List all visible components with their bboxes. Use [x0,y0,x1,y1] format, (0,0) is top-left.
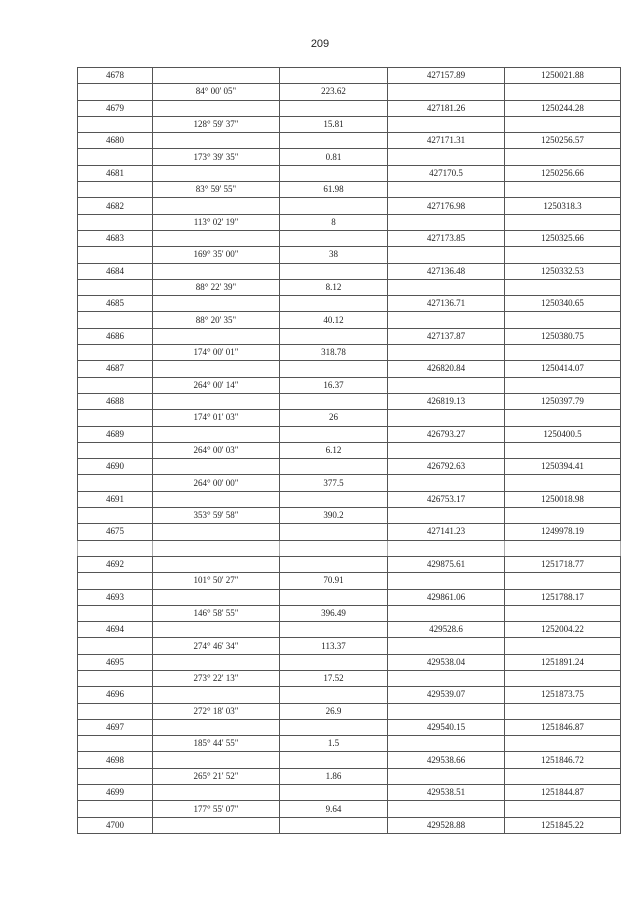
point-number-cell: 4690 [78,459,153,475]
point-row [78,556,621,572]
distance-cell: 8 [280,214,388,230]
bearing-angle-cell [153,524,280,540]
x-coordinate-cell: 429528.88 [388,817,505,833]
y-coordinate-cell: 1250400.5 [505,426,621,442]
segment-row [78,442,621,458]
point-number-cell: 4689 [78,426,153,442]
segment-row [78,410,621,426]
y-coordinate-cell: 1250380.75 [505,328,621,344]
y-coordinate-cell [505,116,621,132]
point-row [78,752,621,768]
x-coordinate-cell [388,84,505,100]
spacer-cell [280,540,388,556]
segment-row [78,247,621,263]
segment-row [78,182,621,198]
bearing-angle-cell: 265° 21' 52" [153,768,280,784]
distance-cell [280,785,388,801]
y-coordinate-cell: 1250340.65 [505,296,621,312]
bearing-angle-cell: 264° 00' 00" [153,475,280,491]
distance-cell: 223.62 [280,84,388,100]
bearing-angle-cell: 88° 22' 39" [153,279,280,295]
distance-cell [280,459,388,475]
point-number-cell [78,736,153,752]
bearing-angle-cell [153,393,280,409]
point-number-cell [78,312,153,328]
y-coordinate-cell [505,638,621,654]
point-number-cell [78,214,153,230]
segment-row [78,345,621,361]
y-coordinate-cell [505,801,621,817]
distance-cell: 26 [280,410,388,426]
point-number-cell [78,605,153,621]
bearing-angle-cell [153,785,280,801]
point-row [78,198,621,214]
point-row [78,785,621,801]
point-number-cell [78,670,153,686]
x-coordinate-cell: 429528.6 [388,622,505,638]
bearing-angle-cell [153,719,280,735]
y-coordinate-cell [505,605,621,621]
segment-row [78,279,621,295]
y-coordinate-cell [505,703,621,719]
segment-row [78,312,621,328]
x-coordinate-cell [388,768,505,784]
x-coordinate-cell [388,410,505,426]
y-coordinate-cell: 1251844.87 [505,785,621,801]
distance-cell: 318.78 [280,345,388,361]
point-number-cell [78,442,153,458]
bearing-angle-cell: 177° 55' 07" [153,801,280,817]
x-coordinate-cell: 427170.5 [388,165,505,181]
x-coordinate-cell [388,670,505,686]
distance-cell: 8.12 [280,279,388,295]
x-coordinate-cell: 427181.26 [388,100,505,116]
point-row [78,589,621,605]
bearing-angle-cell: 185° 44' 55" [153,736,280,752]
x-coordinate-cell: 427136.71 [388,296,505,312]
y-coordinate-cell [505,149,621,165]
bearing-angle-cell: 84° 00' 05" [153,84,280,100]
x-coordinate-cell: 429538.51 [388,785,505,801]
bearing-angle-cell: 101° 50' 27" [153,573,280,589]
distance-cell [280,165,388,181]
point-number-cell: 4696 [78,687,153,703]
segment-row [78,573,621,589]
point-row [78,459,621,475]
point-row [78,393,621,409]
point-number-cell: 4700 [78,817,153,833]
bearing-angle-cell [153,133,280,149]
y-coordinate-cell: 1250394.41 [505,459,621,475]
point-number-cell: 4681 [78,165,153,181]
x-coordinate-cell: 426792.63 [388,459,505,475]
bearing-angle-cell: 173° 39' 35" [153,149,280,165]
distance-cell: 113.37 [280,638,388,654]
x-coordinate-cell: 426820.84 [388,361,505,377]
y-coordinate-cell [505,247,621,263]
y-coordinate-cell [505,377,621,393]
point-number-cell [78,149,153,165]
point-number-cell: 4682 [78,198,153,214]
point-row [78,296,621,312]
bearing-angle-cell [153,361,280,377]
distance-cell: 61.98 [280,182,388,198]
point-number-cell: 4683 [78,230,153,246]
segment-row [78,670,621,686]
distance-cell: 6.12 [280,442,388,458]
x-coordinate-cell [388,801,505,817]
x-coordinate-cell [388,442,505,458]
segment-row [78,736,621,752]
point-row [78,361,621,377]
x-coordinate-cell: 429539.07 [388,687,505,703]
point-number-cell [78,377,153,393]
distance-cell [280,491,388,507]
y-coordinate-cell [505,475,621,491]
bearing-angle-cell: 174° 00' 01" [153,345,280,361]
x-coordinate-cell: 427171.31 [388,133,505,149]
point-row [78,100,621,116]
bearing-angle-cell: 128° 59' 37" [153,116,280,132]
y-coordinate-cell: 1249978.19 [505,524,621,540]
point-number-cell: 4678 [78,68,153,84]
x-coordinate-cell [388,214,505,230]
point-row [78,68,621,84]
distance-cell [280,328,388,344]
segment-row [78,801,621,817]
point-number-cell [78,84,153,100]
distance-cell [280,426,388,442]
bearing-angle-cell: 146° 58' 55" [153,605,280,621]
point-row [78,719,621,735]
x-coordinate-cell: 427173.85 [388,230,505,246]
distance-cell [280,654,388,670]
bearing-angle-cell: 169° 35' 00" [153,247,280,263]
y-coordinate-cell: 1251846.72 [505,752,621,768]
point-number-cell: 4695 [78,654,153,670]
spacer-cell [153,540,280,556]
bearing-angle-cell: 174° 01' 03" [153,410,280,426]
x-coordinate-cell: 429538.04 [388,654,505,670]
point-number-cell: 4691 [78,491,153,507]
y-coordinate-cell: 1251718.77 [505,556,621,572]
segment-row [78,214,621,230]
point-row [78,654,621,670]
point-number-cell [78,475,153,491]
distance-cell: 17.52 [280,670,388,686]
point-row [78,263,621,279]
x-coordinate-cell [388,279,505,295]
x-coordinate-cell [388,312,505,328]
x-coordinate-cell [388,345,505,361]
bearing-angle-cell [153,165,280,181]
distance-cell: 40.12 [280,312,388,328]
bearing-angle-cell [153,817,280,833]
point-number-cell [78,116,153,132]
point-number-cell [78,801,153,817]
bearing-angle-cell [153,230,280,246]
point-number-cell [78,573,153,589]
bearing-angle-cell [153,687,280,703]
bearing-angle-cell: 83° 59' 55" [153,182,280,198]
table-spacer-row [78,540,621,556]
distance-cell [280,687,388,703]
distance-cell: 26.9 [280,703,388,719]
bearing-angle-cell [153,100,280,116]
y-coordinate-cell [505,768,621,784]
x-coordinate-cell: 426753.17 [388,491,505,507]
distance-cell [280,296,388,312]
x-coordinate-cell [388,605,505,621]
point-number-cell [78,703,153,719]
point-number-cell: 4693 [78,589,153,605]
y-coordinate-cell: 1250332.53 [505,263,621,279]
x-coordinate-cell [388,182,505,198]
distance-cell [280,361,388,377]
point-number-cell [78,638,153,654]
point-row [78,426,621,442]
y-coordinate-cell [505,345,621,361]
bearing-angle-cell [153,263,280,279]
y-coordinate-cell [505,670,621,686]
y-coordinate-cell: 1250256.66 [505,165,621,181]
x-coordinate-cell: 429861.06 [388,589,505,605]
segment-row [78,84,621,100]
distance-cell [280,589,388,605]
point-number-cell: 4699 [78,785,153,801]
x-coordinate-cell: 426793.27 [388,426,505,442]
segment-row [78,508,621,524]
x-coordinate-cell [388,508,505,524]
spacer-cell [388,540,505,556]
point-number-cell [78,508,153,524]
x-coordinate-cell: 426819.13 [388,393,505,409]
y-coordinate-cell: 1250414.07 [505,361,621,377]
distance-cell [280,133,388,149]
y-coordinate-cell: 1250397.79 [505,393,621,409]
bearing-angle-cell: 272° 18' 03" [153,703,280,719]
bearing-angle-cell: 353° 59' 58" [153,508,280,524]
point-row [78,491,621,507]
bearing-angle-cell [153,296,280,312]
bearing-angle-cell: 264° 00' 03" [153,442,280,458]
y-coordinate-cell [505,84,621,100]
point-row [78,524,621,540]
point-number-cell: 4675 [78,524,153,540]
bearing-angle-cell [153,426,280,442]
distance-cell [280,524,388,540]
point-number-cell: 4679 [78,100,153,116]
y-coordinate-cell [505,279,621,295]
y-coordinate-cell: 1250244.28 [505,100,621,116]
distance-cell: 70.91 [280,573,388,589]
point-row [78,230,621,246]
distance-cell [280,817,388,833]
bearing-angle-cell [153,459,280,475]
point-number-cell [78,410,153,426]
distance-cell: 15.81 [280,116,388,132]
point-row [78,622,621,638]
distance-cell [280,556,388,572]
coordinate-table-body [78,68,621,834]
y-coordinate-cell: 1250018.98 [505,491,621,507]
y-coordinate-cell [505,736,621,752]
y-coordinate-cell [505,214,621,230]
bearing-angle-cell [153,752,280,768]
y-coordinate-cell: 1250325.66 [505,230,621,246]
y-coordinate-cell: 1250256.57 [505,133,621,149]
distance-cell [280,752,388,768]
y-coordinate-cell [505,442,621,458]
point-number-cell [78,345,153,361]
distance-cell: 1.5 [280,736,388,752]
bearing-angle-cell: 88° 20' 35" [153,312,280,328]
y-coordinate-cell: 1252004.22 [505,622,621,638]
point-number-cell: 4698 [78,752,153,768]
x-coordinate-cell [388,116,505,132]
distance-cell: 0.81 [280,149,388,165]
y-coordinate-cell [505,182,621,198]
spacer-cell [78,540,153,556]
bearing-angle-cell [153,556,280,572]
bearing-angle-cell [153,622,280,638]
distance-cell: 38 [280,247,388,263]
point-row [78,328,621,344]
point-row [78,817,621,833]
distance-cell: 16.37 [280,377,388,393]
point-number-cell: 4684 [78,263,153,279]
coordinate-table [77,67,621,834]
distance-cell: 390.2 [280,508,388,524]
distance-cell: 1.86 [280,768,388,784]
bearing-angle-cell: 273° 22' 13" [153,670,280,686]
y-coordinate-cell: 1251845.22 [505,817,621,833]
x-coordinate-cell: 427137.87 [388,328,505,344]
bearing-angle-cell [153,68,280,84]
bearing-angle-cell [153,491,280,507]
y-coordinate-cell: 1250318.3 [505,198,621,214]
distance-cell: 377.5 [280,475,388,491]
y-coordinate-cell [505,410,621,426]
distance-cell: 396.49 [280,605,388,621]
y-coordinate-cell: 1250021.88 [505,68,621,84]
x-coordinate-cell [388,377,505,393]
segment-row [78,475,621,491]
point-row [78,133,621,149]
x-coordinate-cell [388,149,505,165]
point-number-cell: 4680 [78,133,153,149]
distance-cell [280,198,388,214]
x-coordinate-cell: 427176.98 [388,198,505,214]
distance-cell [280,230,388,246]
segment-row [78,605,621,621]
y-coordinate-cell [505,573,621,589]
y-coordinate-cell [505,312,621,328]
y-coordinate-cell: 1251873.75 [505,687,621,703]
distance-cell [280,719,388,735]
y-coordinate-cell: 1251788.17 [505,589,621,605]
segment-row [78,703,621,719]
distance-cell [280,68,388,84]
distance-cell [280,622,388,638]
x-coordinate-cell [388,638,505,654]
x-coordinate-cell: 429538.66 [388,752,505,768]
point-number-cell [78,247,153,263]
distance-cell: 9.64 [280,801,388,817]
point-number-cell: 4687 [78,361,153,377]
spacer-cell [505,540,621,556]
segment-row [78,638,621,654]
bearing-angle-cell [153,654,280,670]
point-number-cell: 4686 [78,328,153,344]
point-number-cell: 4697 [78,719,153,735]
bearing-angle-cell: 264° 00' 14" [153,377,280,393]
y-coordinate-cell: 1251891.24 [505,654,621,670]
bearing-angle-cell [153,328,280,344]
x-coordinate-cell [388,573,505,589]
distance-cell [280,100,388,116]
x-coordinate-cell: 429875.61 [388,556,505,572]
x-coordinate-cell [388,247,505,263]
x-coordinate-cell: 427157.89 [388,68,505,84]
bearing-angle-cell: 113° 02' 19" [153,214,280,230]
bearing-angle-cell [153,198,280,214]
x-coordinate-cell: 427136.48 [388,263,505,279]
x-coordinate-cell [388,475,505,491]
point-number-cell: 4685 [78,296,153,312]
bearing-angle-cell [153,589,280,605]
segment-row [78,377,621,393]
x-coordinate-cell [388,703,505,719]
point-row [78,687,621,703]
point-number-cell: 4694 [78,622,153,638]
x-coordinate-cell: 429540.15 [388,719,505,735]
segment-row [78,116,621,132]
segment-row [78,149,621,165]
x-coordinate-cell: 427141.23 [388,524,505,540]
y-coordinate-cell: 1251846.87 [505,719,621,735]
point-number-cell [78,768,153,784]
point-number-cell: 4688 [78,393,153,409]
y-coordinate-cell [505,508,621,524]
page-number: 209 [310,38,330,50]
point-number-cell [78,279,153,295]
bearing-angle-cell: 274° 46' 34" [153,638,280,654]
distance-cell [280,393,388,409]
point-row [78,165,621,181]
point-number-cell: 4692 [78,556,153,572]
x-coordinate-cell [388,736,505,752]
distance-cell [280,263,388,279]
segment-row [78,768,621,784]
point-number-cell [78,182,153,198]
